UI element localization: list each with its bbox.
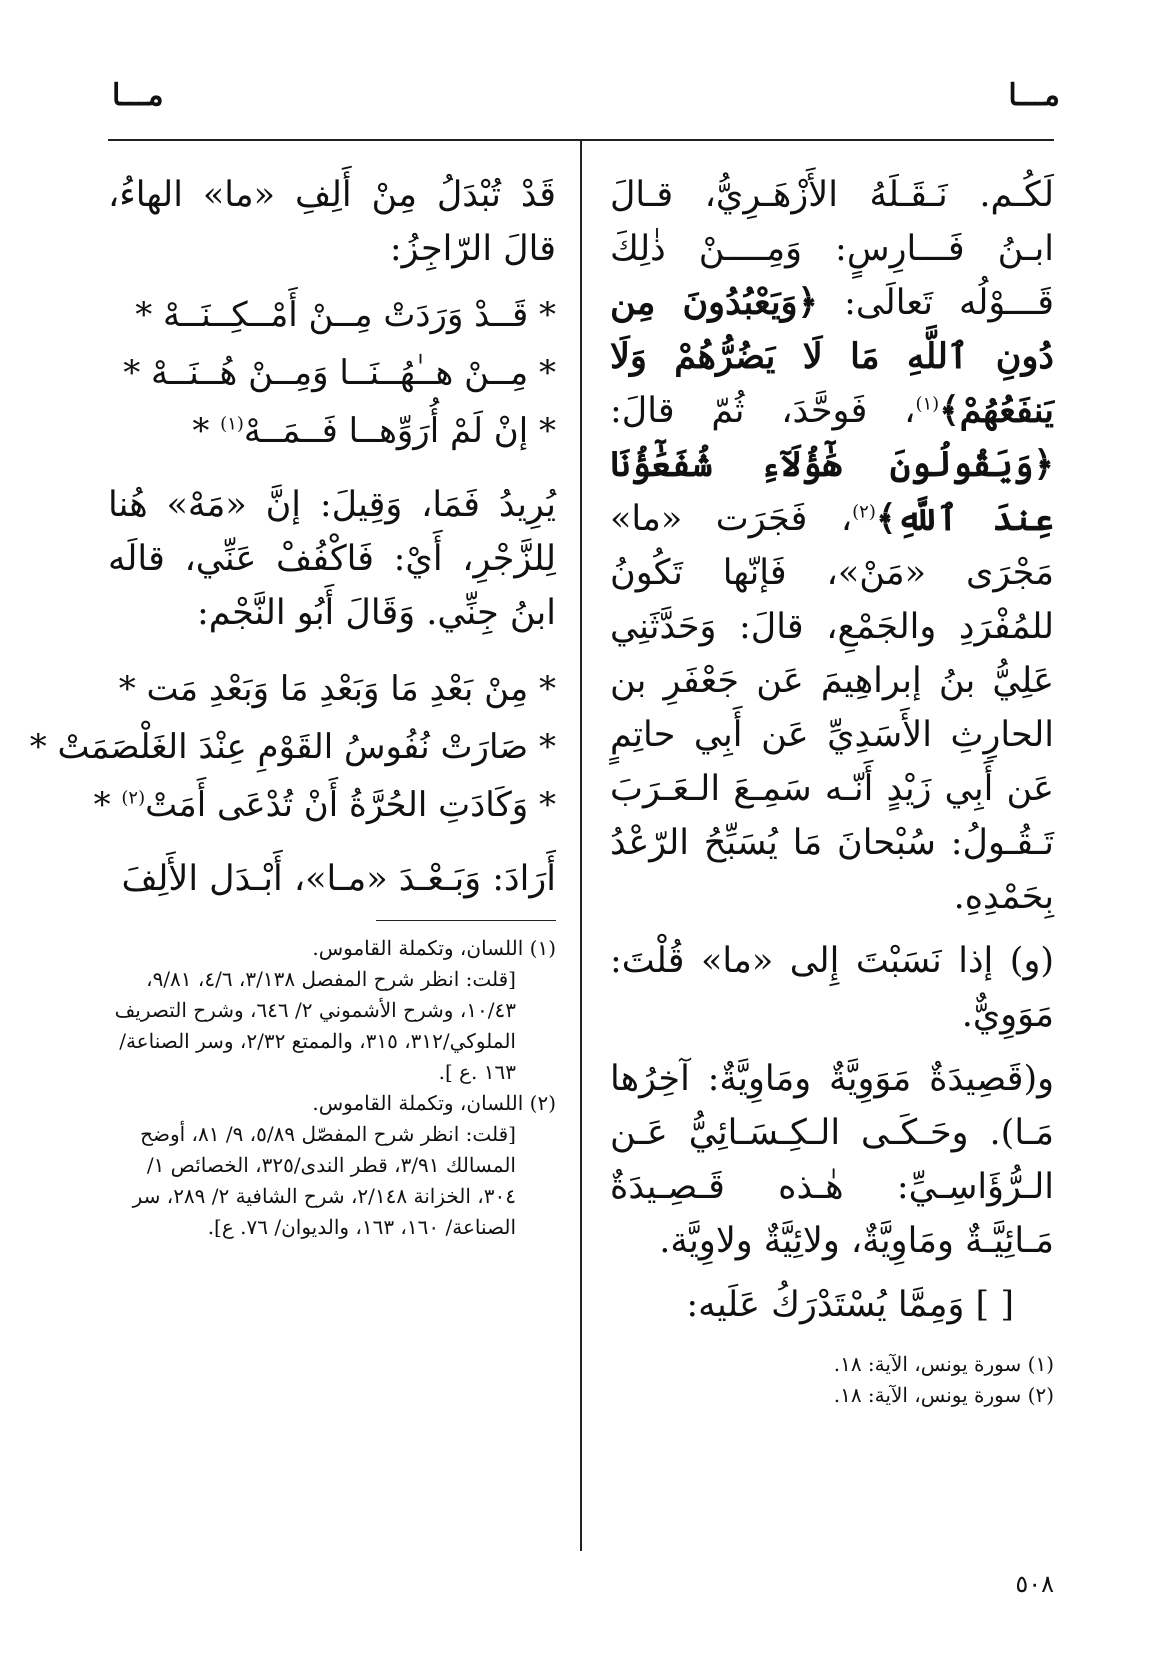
footnote-ref-2: (٢) — [121, 787, 146, 809]
verse-text: * إنْ لَمْ أُرَوِّهــا فَــمَــهْ — [243, 411, 556, 451]
footnote-ref-2: (٢) — [852, 501, 876, 523]
verse-group-1 — [108, 286, 556, 460]
left-column — [29, 168, 556, 1243]
right-paragraph-2: (و) إذا نَسَبْتَ إِلى «ما» قُلْتَ: مَوَوِيٌّ. — [610, 941, 1054, 1035]
right-paragraph-1 — [610, 168, 1054, 924]
verse-line: * قَــدْ وَرَدَتْ مِــنْ أَمْــكِــنَــهْ * — [135, 295, 556, 335]
header-word-left: مـــا — [112, 78, 164, 113]
right-footnote-2: (٢) سورة يونس، الآية: ١٨. — [833, 1383, 1054, 1407]
verse-line — [108, 402, 556, 460]
column-divider — [580, 141, 582, 1551]
left-footnote-1-body: [قلت: انظر شرح المفصل ٣/١٣٨، ٤/٦، ٩/٨١، ١٠/٤٣، وشرح الأشموني ٢/ ٦٤٦، وشرح التصريف الملوكي/٣١٢، ٣١٥، والممتع ٢/٣٢، وسر الصناعة/ ١٦٣ .ع ]. — [114, 967, 516, 1084]
left-paragraph-1: قَدْ تُبْدَلُ مِنْ أَلِفِ «ما» الهاءُ، قالَ الرّاجِزُ: — [108, 175, 556, 269]
header-word-right: مـــا — [1008, 78, 1060, 113]
footnote-rule — [376, 920, 556, 921]
verse-group-2 — [29, 660, 556, 834]
right-footnote-1: (١) سورة يونس، الآية: ١٨. — [833, 1352, 1054, 1376]
text-segment: ، فَجَرَت «ما» مَجْرَى «مَنْ»، فَإنّها تَكُونُ للمُفْرَدِ والجَمْعِ، قالَ: وَحَدَّثَنِي عَلِيُّ بنُ إبراهِيمَ عَن جَعْفَرِ بن الحارِثِ الأَسَدِيِّ عَن أَبِي حاتِمٍ عَن أَبِي زَيْدٍ أَنّـه سَمِـعَ الـعَـرَبَ تَـقُـولُ: سُبْحانَ مَا يُسَبِّحُ الرّعْدُ بِحَمْدِهِ. — [610, 499, 1054, 917]
quran-verse-2: ﴿وَيَقُولُونَ هَٰٓؤُلَآءِ شُفَعَٰٓؤُنَا عِندَ ٱللَّهِ﴾ — [610, 444, 1054, 539]
left-paragraph-3: أَرَادَ: وَبَـعْـدَ «مـا»، أَبْـدَل الأَلِفَ — [121, 859, 556, 899]
left-footnote-2-body: [قلت: انظر شرح المفصّل ٥/٨٩، ٩/ ٨١، أوضح المسالك ٣/٩١، قطر الندى/٣٢٥، الخصائص ١/ ٣٠٤، الخزانة ٢/١٤٨، شرح الشافية ٢/ ٢٨٩، سر الصناعة/ ١٦٠، ١٦٣، والديوان/ ٧٦. ع]. — [132, 1122, 516, 1239]
footnote-ref-1: (١) — [915, 393, 940, 415]
left-footnote-1-head: (١) اللسان، وتكملة القاموس. — [312, 936, 556, 960]
text-segment: ، فَوحَّدَ، ثُمّ قالَ: — [610, 391, 916, 431]
left-footnote-2-head: (٢) اللسان، وتكملة القاموس. — [312, 1091, 556, 1115]
right-column — [610, 168, 1054, 1411]
verse-end-mark: * — [192, 411, 221, 451]
verse-end-mark: * — [93, 785, 122, 825]
left-paragraph-2: يُرِيدُ فَمَا، وَقِيلَ: إنَّ «مَهْ» هُنا لِلزَّجْرِ، أَيْ: فَاكْفُفْ عَنِّي، قالَه ابنُ جِنِّي. وَقَالَ أَبُو النَّجْم: — [108, 485, 556, 633]
verse-line — [93, 776, 556, 834]
page-number: ٥٠٨ — [1015, 1570, 1054, 1598]
text-segment: لَكُـم. نَـقَـلَهُ الأَزْهَـرِيُّ، قـالَ ابـنُ فَـــارِسٍ: وَمِــــنْ ذٰلِكَ قَـــوْلُه تَعالَى: — [610, 175, 1054, 323]
right-paragraph-3: و(قَصِيدَةٌ مَوَوِيَّةٌ ومَاوِيَّةٌ: آخِرُها مَـا). وحَـكَـى الـكِـسَـائِيُّ عَـن الـرُّؤَاسِـيِّ: هٰـذه قَـصِـيدَةٌ مَـائِيَّـةٌ ومَاوِيَّةٌ، ولائِيَّةٌ ولاوِيَّة. — [610, 1059, 1054, 1261]
verse-line: * مِنْ بَعْدِ مَا وَبَعْدِ مَا وَبَعْدِ مَت * — [118, 669, 556, 709]
quran-verse-1: ﴿وَيَعْبُدُونَ مِن دُونِ ٱللَّهِ مَا لَا يَضُرُّهُمْ وَلَا يَنفَعُهُمْ﴾ — [610, 282, 1054, 431]
verse-text: * وَكَادَتِ الحُرَّةُ أَنْ تُدْعَى أَمَتْ — [145, 785, 556, 825]
verse-line: * مِــنْ هــٰهُــنَــا وَمِــنْ هُــنَــهْ * — [123, 353, 556, 393]
verse-line: * صَارَتْ نُفُوسُ القَوْمِ عِنْدَ الغَلْصَمَتْ * — [29, 727, 556, 767]
footnote-ref-1: (١) — [220, 413, 244, 435]
right-paragraph-4: [ ] وَمِمَّا يُسْتَدْرَكُ عَلَيه: — [686, 1285, 1014, 1325]
